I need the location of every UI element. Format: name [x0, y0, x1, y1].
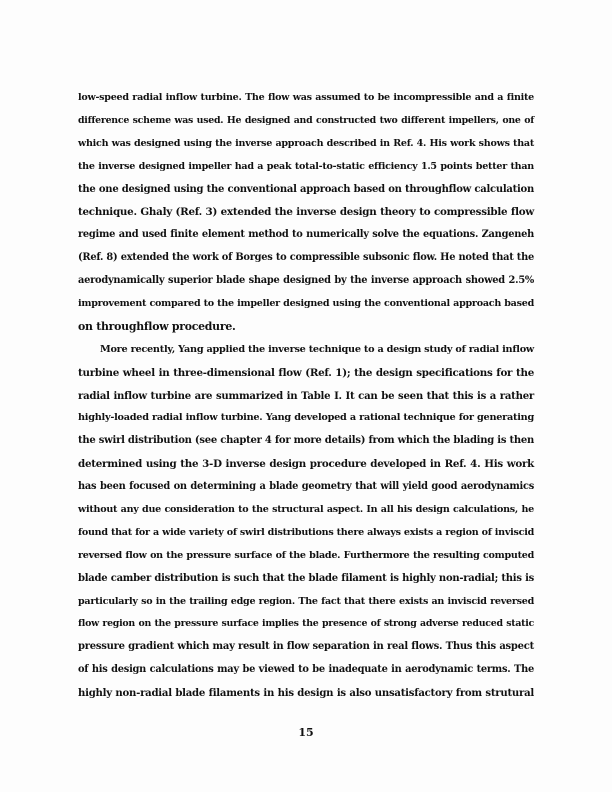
paragraph-1	[78, 87, 534, 339]
text-line: pressure gradient which may result in flow separation in real flows. Thus this aspect	[78, 641, 534, 653]
text-line: More recently, Yang applied the inverse technique to a design study of radial inflow	[100, 343, 534, 355]
text-line: of his design calculations may be viewed to be inadequate in aerodynamic terms. The	[78, 664, 534, 676]
text-line: blade camber distribution is such that the blade filament is highly non-radial; this is	[78, 572, 534, 584]
paragraph-2	[78, 339, 534, 705]
text-line: found that for a wide variety of swirl distributions there always exists a region of inviscid	[78, 526, 534, 538]
text-line: highly non-radial blade filaments in his design is also unsatisfactory from strutural	[78, 687, 534, 700]
text-line: the swirl distribution (see chapter 4 for more details) from which the blading is then	[78, 435, 534, 447]
text-line: which was designed using the inverse approach described in Ref. 4. His work shows that	[78, 137, 534, 149]
text-line: regime and used finite element method to numerically solve the equations. Zangeneh	[78, 229, 534, 241]
text-line: difference scheme was used. He designed and constructed two different impellers, one of	[78, 114, 534, 126]
text-line: aerodynamically superior blade shape designed by the inverse approach showed 2.5%	[78, 275, 534, 287]
text-line: on throughflow procedure.	[78, 319, 236, 333]
text-line: highly-loaded radial inflow turbine. Yang developed a rational technique for generating	[78, 412, 534, 424]
text-line: flow region on the pressure surface implies the presence of strong adverse reduced static	[78, 618, 534, 630]
text-line: technique. Ghaly (Ref. 3) extended the inverse design theory to compressible flow	[78, 206, 534, 219]
text-line: reversed flow on the pressure surface of the blade. Furthermore the resulting computed	[78, 549, 534, 561]
page-number: 15	[298, 726, 314, 739]
text-line: turbine wheel in three-dimensional flow (Ref. 1); the design specifications for the	[78, 366, 534, 379]
text-line: the inverse designed impeller had a peak total-to-static efficiency 1.5 points better than	[78, 160, 534, 172]
text-line: (Ref. 8) extended the work of Borges to compressible subsonic flow. He noted that the	[78, 252, 534, 264]
text-line: improvement compared to the impeller designed using the conventional approach based	[78, 298, 534, 310]
text-line: has been focused on determining a blade geometry that will yield good aerodynamics	[78, 481, 534, 493]
text-line: radial inflow turbine are summarized in Table I. It can be seen that this is a rather	[78, 389, 534, 402]
text-line: the one designed using the conventional approach based on throughflow calculation	[78, 183, 534, 195]
text-line: determined using the 3-D inverse design procedure developed in Ref. 4. His work	[78, 458, 534, 471]
body-text	[78, 87, 534, 705]
text-line: particularly so in the trailing edge region. The fact that there exists an inviscid reversed	[78, 595, 534, 607]
text-line: without any due consideration to the structural aspect. In all his design calculations, he	[78, 504, 534, 516]
text-line: low-speed radial inflow turbine. The flow was assumed to be incompressible and a finite	[78, 92, 534, 103]
